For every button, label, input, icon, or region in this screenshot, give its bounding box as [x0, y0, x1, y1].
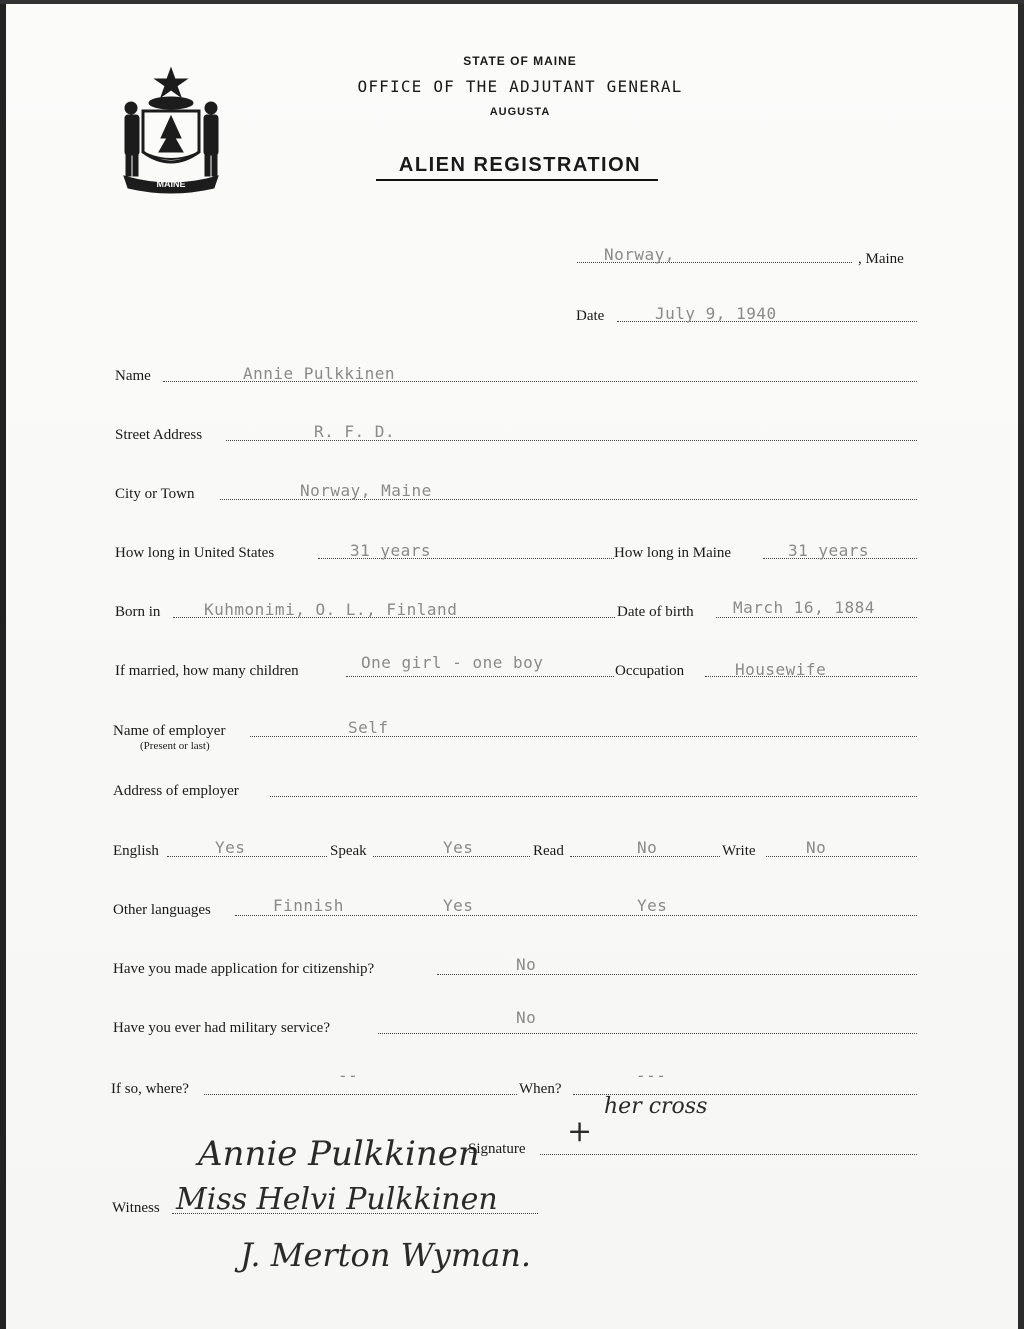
born-value[interactable]: Kuhmonimi, O. L., Finland	[204, 600, 458, 619]
city-label: City or Town	[115, 486, 195, 502]
signature-cross-mark: +	[567, 1114, 593, 1149]
write-line	[766, 856, 917, 857]
english-line	[167, 856, 327, 857]
children-value[interactable]: One girl - one boy	[361, 653, 544, 672]
her-cross-note: her cross	[604, 1094, 708, 1119]
witness-name-handwritten: Miss Helvi Pulkkinen	[176, 1182, 498, 1217]
maine-time-value[interactable]: 31 years	[788, 541, 870, 560]
english-label: English	[113, 843, 159, 859]
title-underline	[376, 179, 658, 181]
town-value[interactable]: Norway,	[604, 245, 675, 264]
witness-label: Witness	[112, 1200, 160, 1216]
date-label: Date	[576, 308, 605, 324]
dob-label: Date of birth	[617, 604, 694, 620]
other-languages-line	[235, 915, 917, 916]
write-label: Write	[722, 843, 756, 859]
when-label: When?	[519, 1081, 562, 1097]
speak-value[interactable]: Yes	[443, 838, 474, 857]
citizenship-label: Have you made application for citizenship?	[113, 961, 375, 977]
where-label: If so, where?	[111, 1081, 189, 1097]
name-value[interactable]: Annie Pulkkinen	[243, 364, 395, 383]
where-line	[204, 1094, 517, 1095]
signer-name-handwritten: Annie Pulkkinen	[198, 1134, 480, 1174]
employer-address-line	[270, 796, 917, 797]
dob-value[interactable]: March 16, 1884	[733, 598, 875, 617]
citizenship-value[interactable]: No	[516, 955, 537, 974]
date-value[interactable]: July 9, 1940	[655, 304, 777, 323]
english-value[interactable]: Yes	[215, 838, 246, 857]
other-languages-value[interactable]: Finnish	[273, 896, 344, 915]
street-label: Street Address	[115, 427, 203, 443]
maine-label: , Maine	[858, 251, 904, 267]
signature-label: Signature	[468, 1141, 526, 1157]
header-office: OFFICE OF THE ADJUTANT GENERAL	[357, 77, 683, 96]
employer-value[interactable]: Self	[348, 718, 389, 737]
other-languages-label: Other languages	[113, 902, 211, 918]
read-label: Read	[533, 843, 564, 859]
us-time-value[interactable]: 31 years	[350, 541, 432, 560]
form-title: ALIEN REGISTRATION	[398, 154, 642, 176]
citizenship-line	[437, 974, 917, 975]
occupation-label: Occupation	[615, 663, 685, 679]
dob-line	[716, 617, 917, 618]
children-label: If married, how many children	[115, 663, 299, 679]
military-value[interactable]: No	[516, 1008, 537, 1027]
scan-border-right	[1018, 0, 1024, 1329]
signature-line	[540, 1154, 917, 1155]
name-label: Name	[115, 368, 151, 384]
us-time-label: How long in United States	[115, 545, 275, 561]
other-languages-speak[interactable]: Yes	[443, 896, 474, 915]
employer-note: (Present or last)	[140, 740, 210, 752]
other-languages-read[interactable]: Yes	[637, 896, 668, 915]
scan-border-left	[0, 0, 6, 1329]
occupation-value[interactable]: Housewife	[735, 660, 827, 679]
header-city: AUGUSTA	[489, 106, 551, 118]
seal-banner-text: MAINE	[156, 179, 186, 189]
military-label: Have you ever had military service?	[113, 1020, 330, 1036]
write-value[interactable]: No	[806, 838, 827, 857]
registrar-signature-handwritten: J. Merton Wyman.	[240, 1236, 532, 1274]
born-label: Born in	[115, 604, 161, 620]
speak-label: Speak	[330, 843, 367, 859]
city-value[interactable]: Norway, Maine	[300, 481, 432, 500]
employer-address-label: Address of employer	[113, 783, 239, 799]
scan-border-top	[0, 0, 1024, 4]
street-value[interactable]: R. F. D.	[314, 422, 396, 441]
military-line	[378, 1033, 917, 1034]
read-value[interactable]: No	[637, 838, 658, 857]
maine-state-seal-icon	[116, 66, 226, 194]
header-state: STATE OF MAINE	[463, 54, 577, 68]
when-value[interactable]: ---	[636, 1066, 667, 1085]
maine-time-label: How long in Maine	[614, 545, 732, 561]
where-value[interactable]: --	[338, 1066, 359, 1085]
children-line	[346, 676, 614, 677]
employer-label: Name of employer	[113, 723, 226, 739]
